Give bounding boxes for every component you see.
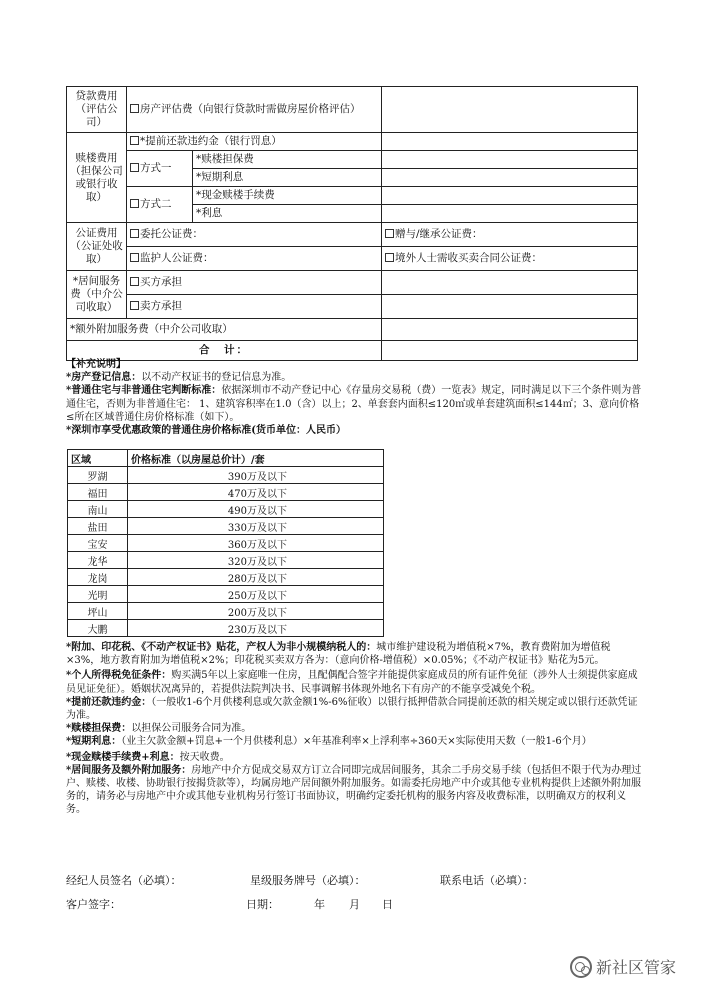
notary-item: 委托公证费： — [127, 223, 382, 247]
client-signature-label: 客户签字： — [66, 898, 121, 911]
phone-label: 联系电话（必填）： — [440, 874, 534, 887]
checkbox[interactable] — [385, 253, 394, 262]
blank-cell — [382, 295, 638, 319]
total-label: 合 计： — [67, 341, 382, 361]
watermark-text: 新社区管家 — [596, 958, 677, 977]
method1-item: *短期利息 — [193, 169, 382, 187]
blank-cell — [382, 187, 638, 205]
appraisal-fee-item: 房产评估费（向银行贷款时需做房屋价格评估） — [127, 87, 382, 133]
blank-cell — [382, 271, 638, 295]
month-label: 月 — [349, 898, 360, 911]
loan-category: 贷款费用（评估公司） — [67, 87, 127, 133]
table-row: 光明 250万及以下 — [68, 586, 384, 603]
note-tax: *附加、印花税、《不动产权证书》贴花，产权人为非小规模纳税人的：城市维护建设税为增值税×7%，教育费附加为增值税×3%，地方教育附加为增值税×2%；印花税买卖双方各为：（意向价格-增值税）×0.05%；《不动产权证书》贴花为5元。 — [66, 642, 611, 667]
district-header: 区域 — [68, 450, 128, 467]
blank-cell — [382, 205, 638, 223]
blank-cell — [382, 133, 638, 151]
wechat-icon — [570, 956, 592, 978]
table-row: 大鹏 230万及以下 — [68, 620, 384, 637]
day-label: 日 — [382, 898, 393, 911]
table-row: 宝安 360万及以下 — [68, 535, 384, 552]
redeem-category: 赎楼费用（担保公司或银行收取） — [67, 133, 127, 223]
blank-cell — [382, 319, 638, 341]
checkbox[interactable] — [130, 253, 139, 262]
note-cash: *现金赎楼手续费+利息：按天收费。 — [66, 751, 230, 763]
checkbox[interactable] — [385, 229, 394, 238]
checkbox[interactable] — [130, 229, 139, 238]
checkbox[interactable] — [130, 277, 139, 286]
method2-item: *现金赎楼手续费 — [193, 187, 382, 205]
method2-item: *利息 — [193, 205, 382, 223]
note-standard: *普通住宅与非普通住宅判断标准：依据深圳市不动产登记中心《存量房交易税（费）一览表》规定，同时满足以下三个条件则为普通住宅，否则为非普通住宅： 1、建筑容积率在1.0（含）以上；2、单套套内面积≤120㎡或单套建筑面积≤144㎡；3、意向价格≤所在区域普通住房价格标准（如下）。 — [66, 385, 642, 423]
notes-title: 【补充说明】 — [66, 359, 126, 370]
method1-label: 方式一 — [127, 151, 193, 187]
table-row: 龙华 320万及以下 — [68, 552, 384, 569]
price-header: 价格标准（以房屋总价计）/套 — [128, 450, 384, 467]
note-early-repay: *提前还款违约金：（一般收1-6个月供楼利息或欠款金额1%-6%征收）以银行抵押借款合同提前还款的相关规定或以银行还款凭证为准。 — [66, 696, 638, 722]
notary-item: 监护人公证费： — [127, 247, 382, 271]
blank-cell — [382, 151, 638, 169]
checkbox[interactable] — [130, 163, 139, 172]
year-label: 年 — [314, 898, 325, 911]
note-agency: *居间服务及额外附加服务：房地产中介方促成交易双方订立合同即完成居间服务，其余二手房交易手续（包括但不限于代为办理过户、赎楼、收楼、协助银行按揭贷款等），均属房地产居间额外附加服务。如需委托房地产中介或其他专业机构提供上述额外附加服务的，请务必与房地产中介或其他专业机构另行签订书面协议，明确约定委托机构的服务内容及收费标准，以明确双方的权利义务。 — [66, 764, 642, 816]
price-table — [67, 449, 384, 637]
checkbox[interactable] — [130, 199, 139, 208]
agency-category: *居间服务费（中介公司收取） — [67, 271, 127, 319]
checkbox[interactable] — [130, 136, 139, 145]
method2-label: 方式二 — [127, 187, 193, 223]
table-row: 福田 470万及以下 — [68, 484, 384, 501]
table-row: 龙岗 280万及以下 — [68, 569, 384, 586]
price-table-title: *深圳市享受优惠政策的普通住房价格标准(货币单位：人民币） — [66, 425, 346, 437]
checkbox[interactable] — [130, 104, 139, 113]
agency-item: 卖方承担 — [127, 295, 382, 319]
star-badge-label: 星级服务牌号（必填）： — [250, 874, 366, 887]
notary-item: 赠与/继承公证费： — [382, 223, 638, 247]
supplementary-notes — [66, 358, 644, 437]
table-row: 罗湖 390万及以下 — [68, 467, 384, 484]
note-interest: *短期利息：（业主欠款金额+罚息+一个月供楼利息）×年基准利率×上浮利率÷360天×实际使用天数（一般1-6个月） — [66, 736, 592, 748]
fee-table — [66, 86, 638, 361]
notary-item: 境外人士需收买卖合同公证费： — [382, 247, 638, 271]
date-label: 日期： — [246, 898, 279, 911]
notary-category: 公证费用（公证处收取） — [67, 223, 127, 271]
table-row: 坪山 200万及以下 — [68, 603, 384, 620]
early-repay-item: *提前还款违约金（银行罚息） — [127, 133, 382, 151]
note-reg-info: *房产登记信息：以不动产权证书的登记信息为准。 — [66, 372, 292, 384]
note-guarantee: *赎楼担保费：以担保公司服务合同为准。 — [66, 723, 252, 735]
agency-item: 买方承担 — [127, 271, 382, 295]
note-exempt: *个人所得税免征条件：购买满5年以上家庭唯一住房，且配偶配合签字并能提供家庭成员的所有证件免征（涉外人士须提供家庭成员见证免征）。婚姻状况离异的，若提供法院判决书、民事调解书体现外地名下有房产的不能享受减免个税。 — [66, 670, 638, 695]
extra-service-item: *额外附加服务费（中介公司收取） — [67, 319, 382, 341]
further-notes — [66, 641, 644, 817]
blank-cell — [382, 169, 638, 187]
checkbox[interactable] — [130, 301, 139, 310]
table-row: 南山 490万及以下 — [68, 501, 384, 518]
blank-cell — [382, 87, 638, 133]
method1-item: *赎楼担保费 — [193, 151, 382, 169]
table-row: 盐田 330万及以下 — [68, 518, 384, 535]
agent-signature-label: 经纪人员签名（必填）： — [66, 874, 182, 887]
watermark — [570, 955, 676, 978]
